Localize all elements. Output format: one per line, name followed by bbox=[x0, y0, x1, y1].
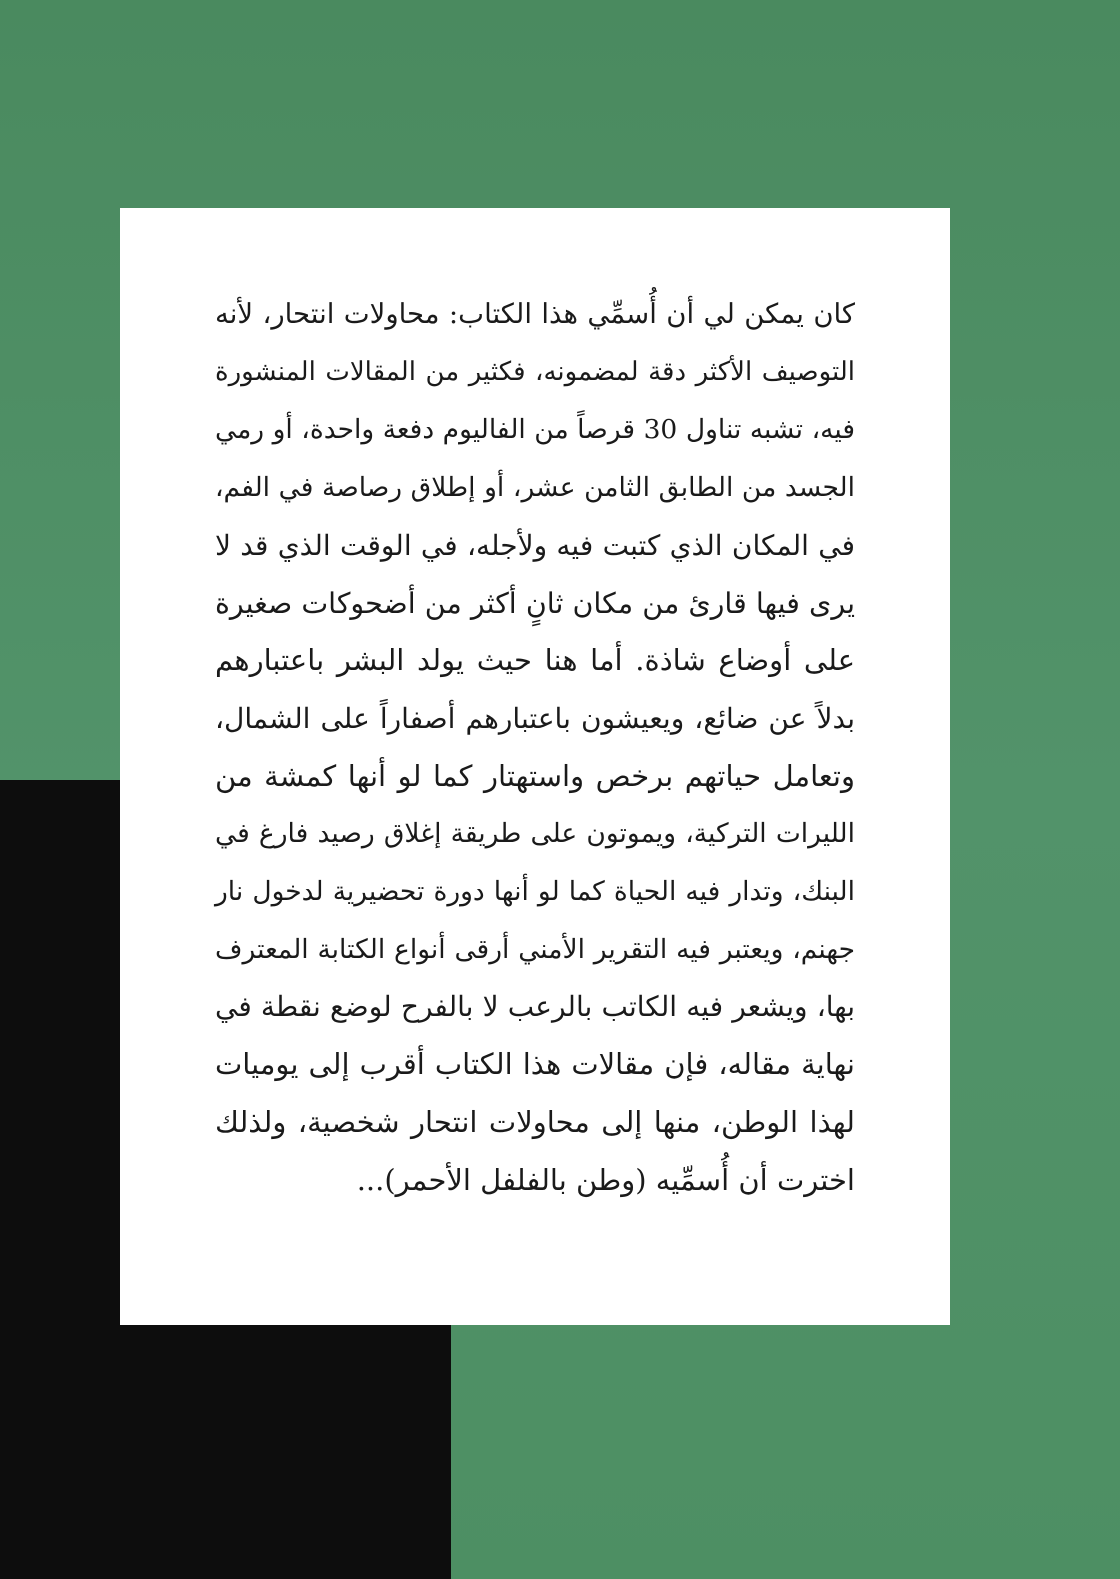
blurb-line: في المكان الذي كتبت فيه ولأجله، في الوقت الذي قد لا bbox=[215, 528, 855, 562]
blurb-line: يرى فيها قارئ من مكان ثانٍ أكثر من أضحوكات صغيرة bbox=[215, 586, 855, 620]
blurb-line: بدلاً عن ضائع، ويعيشون باعتبارهم أصفاراً على الشمال، bbox=[215, 701, 855, 735]
blurb-line: فيه، تشبه تناول 30 قرصاً من الفاليوم دفعة واحدة، أو رمي bbox=[215, 414, 856, 446]
back-cover-blurb bbox=[215, 286, 855, 1209]
blurb-line: لهذا الوطن، منها إلى محاولات انتحار شخصية، ولذلك bbox=[215, 1104, 855, 1139]
blurb-line: جهنم، ويعتبر فيه التقرير الأمني أرقى أنواع الكتابة المعترف bbox=[215, 933, 855, 965]
blurb-line: بها، ويشعر فيه الكاتب بالرعب لا بالفرح لوضع نقطة في bbox=[215, 990, 855, 1024]
blurb-line: على أوضاع شاذة. أما هنا حيث يولد البشر باعتبارهم bbox=[215, 643, 855, 678]
blurb-line: نهاية مقاله، فإن مقالات هذا الكتاب أقرب إلى يوميات bbox=[215, 1047, 855, 1082]
blurb-line: الجسد من الطابق الثامن عشر، أو إطلاق رصاصة في الفم، bbox=[215, 472, 855, 504]
blurb-line: كان يمكن لي أن أُسمِّي هذا الكتاب: محاولات انتحار، لأنه bbox=[215, 298, 855, 330]
back-cover-text-panel bbox=[120, 208, 950, 1325]
blurb-line: وتعامل حياتهم برخص واستهتار كما لو أنها كمشة من bbox=[215, 758, 855, 793]
blurb-line: اخترت أن أُسمِّيه (وطن بالفلفل الأحمر)... bbox=[356, 1162, 855, 1197]
blurb-line: البنك، وتدار فيه الحياة كما لو أنها دورة تحضيرية لدخول نار bbox=[215, 876, 855, 908]
blurb-line: التوصيف الأكثر دقة لمضمونه، فكثير من المقالات المنشورة bbox=[215, 356, 855, 387]
blurb-line: الليرات التركية، ويموتون على طريقة إغلاق رصيد فارغ في bbox=[215, 818, 855, 850]
